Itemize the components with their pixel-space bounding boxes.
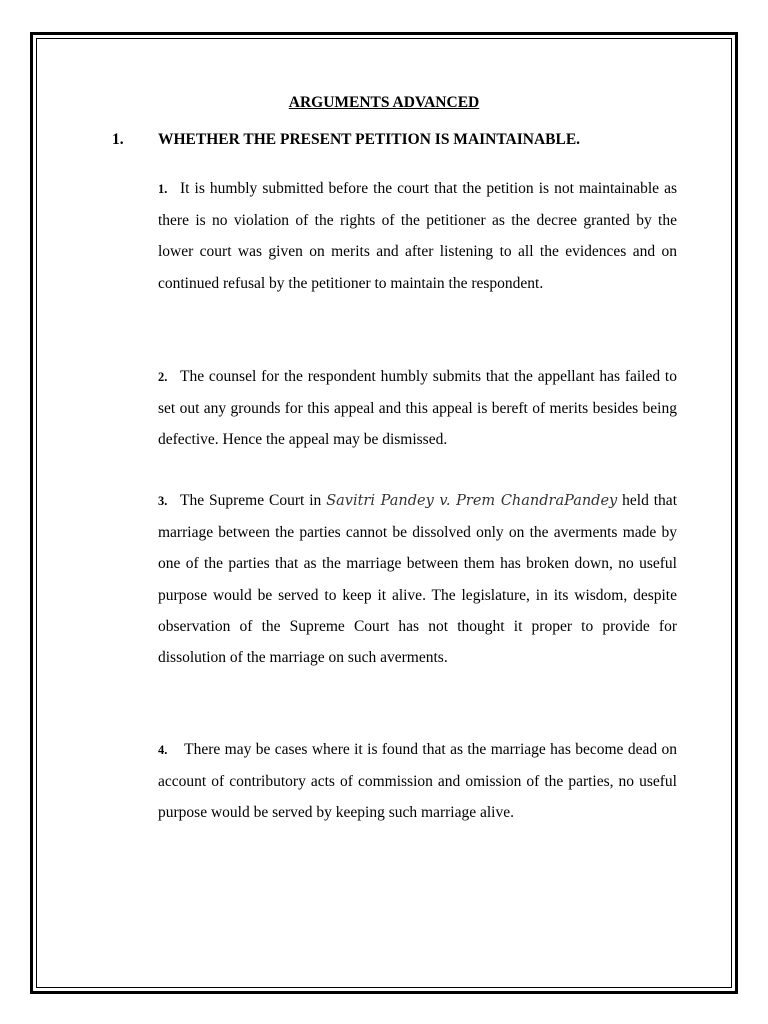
paragraph-1 (158, 173, 677, 299)
paragraph-number: 4. (158, 743, 168, 757)
issue-text: WHETHER THE PRESENT PETITION IS MAINTAINABLE. (158, 131, 581, 148)
paragraph-2 (158, 361, 677, 456)
paragraph-text-after: held that marriage between the parties cannot be dissolved only on the averments made by one of the parties that as the marriage between them has broken down, no useful purpose would be served to keep it alive. The legislature, in its wisdom, despite observation of the Supreme Court has not thought it proper to provide for dissolution of the marriage on such averments. (158, 492, 677, 667)
paragraph-number: 1. (158, 182, 168, 196)
issue-number: 1. (112, 131, 124, 148)
case-citation: Savitri Pandey v. Prem ChandraPandey (326, 493, 618, 509)
paragraph-3 (158, 485, 677, 673)
paragraph-4 (158, 734, 677, 829)
paragraph-number: 3. (158, 494, 168, 508)
paragraph-number: 2. (158, 370, 168, 384)
paragraph-text-before: The Supreme Court in (180, 492, 327, 509)
paragraph-text: The counsel for the respondent humbly submits that the appellant has failed to set out any grounds for this appeal and this appeal is bereft of merits besides being defective. Hence the appeal may be dismissed. (158, 368, 677, 449)
issue-heading (112, 131, 672, 149)
paragraph-text: There may be cases where it is found that as the marriage has become dead on account of contributory acts of commission and omission of the parties, no useful purpose would be served by keeping such marriage alive. (158, 741, 677, 822)
section-heading: ARGUMENTS ADVANCED (288, 94, 480, 111)
paragraph-text: It is humbly submitted before the court that the petition is not maintainable as there is no violation of the rights of the petitioner as the decree granted by the lower court was given on merits and after listening to all the evidences and on continued refusal by the petitioner to maintain the respondent. (158, 180, 677, 292)
